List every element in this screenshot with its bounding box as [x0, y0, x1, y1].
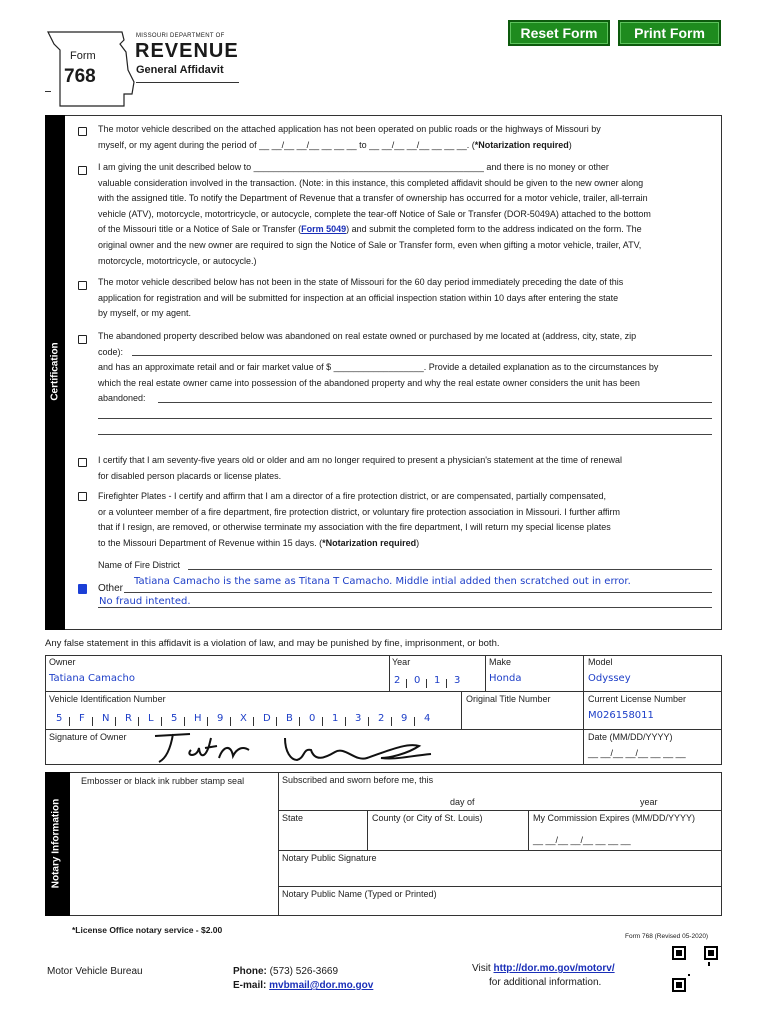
- item-line: Firefighter Plates - I certify and affirm that I am a director of a fire protection district, or are compensated, partially compensated,: [98, 491, 607, 501]
- fire-district-label: Name of Fire District: [98, 560, 181, 570]
- notary-name-label: Notary Public Name (Typed or Printed): [282, 889, 437, 899]
- owner-field[interactable]: Tatiana Camacho: [49, 673, 135, 684]
- item-line: I certify that I am seventy-five years old or older and am no longer required to present a physician's statement at the time of renewal: [98, 455, 622, 465]
- row-divider: [45, 691, 722, 692]
- title-underline: [136, 82, 239, 83]
- address-input[interactable]: [132, 355, 712, 356]
- digit-separator: [138, 717, 139, 726]
- col-divider: [461, 691, 462, 729]
- notary-fee-note: *License Office notary service - $2.00: [72, 925, 223, 935]
- item-line: for disabled person placards or license plates.: [98, 470, 282, 481]
- item-seventy-five-text: [98, 453, 713, 484]
- digit-separator: [276, 717, 277, 726]
- commission-label: My Commission Expires (MM/DD/YYYY): [533, 813, 696, 823]
- item-line: myself, or my agent during the period of __ __/__ __/__ __ __ __ to __ __/__ __/__ __ __ __. (*Notarization required): [98, 139, 572, 150]
- item-firefighter-text: [98, 489, 713, 551]
- item-line: which the real estate owner came into possession of the abandoned property and why the real estate owner considers the unit has been: [98, 377, 640, 388]
- phone-line: [233, 966, 338, 977]
- seal-label: Embosser or black ink rubber stamp seal: [81, 776, 245, 786]
- vin-char: 4: [424, 713, 431, 724]
- vin-char: 2: [378, 713, 385, 724]
- vin-field[interactable]: [49, 711, 459, 727]
- make-field[interactable]: Honda: [489, 673, 522, 684]
- visit-text: Visit: [472, 963, 491, 974]
- email-link[interactable]: mvbmail@dor.mo.gov: [269, 980, 374, 991]
- item-line: application for registration and will be submitted for inspection at an official inspection station within 10 days after entering the state: [98, 292, 619, 303]
- col-divider: [583, 655, 584, 765]
- vin-char: 5: [171, 713, 178, 724]
- form-revision: Form 768 (Revised 05-2020): [625, 933, 709, 940]
- checkbox-other[interactable]: [78, 584, 87, 594]
- item-line: to the Missouri Department of Revenue within 15 days. (*Notarization required): [98, 537, 420, 548]
- phone-label: Phone:: [233, 966, 267, 977]
- digit-separator: [253, 717, 254, 726]
- vin-char: R: [125, 713, 132, 724]
- digit-separator: [92, 717, 93, 726]
- vin-char: L: [148, 713, 154, 724]
- form-label: Form: [70, 50, 96, 62]
- form-number: 768: [64, 66, 96, 87]
- checkbox-gift-unit[interactable]: [78, 166, 87, 175]
- vin-char: 9: [217, 713, 224, 724]
- item-line: original owner and the new owner are required to sign the Notice of Sale or Transfer form, even when gifting a motor vehicle, trailer, ATV,: [98, 239, 642, 250]
- model-label: Model: [588, 657, 613, 667]
- year-digit: 3: [454, 675, 461, 686]
- item-line: I am giving the unit described below to ______________________________________________ and there is no money or other: [98, 162, 609, 172]
- other-input-line: [124, 592, 712, 593]
- abandoned-explanation-line-2[interactable]: [98, 418, 712, 419]
- item-abandoned-property-text: [98, 329, 713, 407]
- item-line: with the assigned title. To notify the Department of Revenue that a transfer of ownership has occurred for a motor vehicle, trailer, all-terrain: [98, 193, 648, 204]
- vin-label: Vehicle Identification Number: [49, 694, 166, 704]
- vin-char: 1: [332, 713, 339, 724]
- item-line: The abandoned property described below was abandoned on real estate owned or purchased by me located at (address, city, state, zip: [98, 331, 637, 341]
- vin-char: D: [263, 713, 271, 724]
- false-statement-notice: Any false statement in this affidavit is a violation of law, and may be punished by fine, imprisonment, or both.: [45, 638, 500, 649]
- info-text: for additional information.: [489, 977, 602, 988]
- digit-separator: [391, 717, 392, 726]
- other-text-input-2[interactable]: No fraud intented.: [99, 596, 191, 607]
- form-title: General Affidavit: [136, 64, 224, 76]
- year-of-label: year: [640, 797, 658, 807]
- item-line: vehicle (ATV), motorcycle, motortricycle, or autocycle, complete the tear-off Notice of Sale or Transfer (DOR-5049A) attached to the bottom: [98, 208, 651, 219]
- vin-char: 5: [56, 713, 63, 724]
- item-line: The motor vehicle described below has not been in the state of Missouri for the 60 day period immediately preceding the date of this: [98, 277, 624, 287]
- item-line: The motor vehicle described on the attached application has not been operated on public roads or the highways of Missouri by: [98, 124, 601, 134]
- qr-code-icon: [672, 946, 718, 992]
- row-divider: [278, 886, 722, 887]
- row-divider: [278, 810, 722, 811]
- year-digit: 0: [414, 675, 421, 686]
- digit-separator: [406, 679, 407, 688]
- digit-separator: [322, 717, 323, 726]
- item-line: and has an approximate retail and or fair market value of $ __________________. Provide a detailed explanation as to the circumstances by: [98, 362, 659, 373]
- website-link[interactable]: http://dor.mo.gov/motorv/: [493, 963, 615, 974]
- item-line: abandoned:: [98, 393, 146, 404]
- title-number-label: Original Title Number: [466, 694, 551, 704]
- dept-line: MISSOURI DEPARTMENT OF: [136, 33, 225, 39]
- checkbox-out-of-state[interactable]: [78, 281, 87, 290]
- other-input-line-2: [98, 607, 712, 608]
- digit-separator: [426, 679, 427, 688]
- checkbox-seventy-five[interactable]: [78, 458, 87, 467]
- revenue-logo: REVENUE: [135, 40, 239, 62]
- vin-char: H: [194, 713, 202, 724]
- checkbox-abandoned-property[interactable]: [78, 335, 87, 344]
- license-field[interactable]: M026158011: [588, 710, 654, 721]
- row-divider: [278, 850, 722, 851]
- item-line: that if I resign, are removed, or otherwise terminate my association with the fire department, I will return my special license plates: [98, 522, 611, 533]
- item-line: or a volunteer member of a fire department, fire protection district, or voluntary fire protection association in Missouri. I further affirm: [98, 506, 621, 517]
- other-label: Other: [98, 583, 124, 594]
- county-label: County (or City of St. Louis): [372, 813, 483, 823]
- owner-label: Owner: [49, 657, 76, 667]
- digit-separator: [230, 717, 231, 726]
- digit-separator: [115, 717, 116, 726]
- item-line: motorcycle, motortricycle, or autocycle.): [98, 255, 257, 266]
- vin-char: X: [240, 713, 247, 724]
- vin-char: 0: [309, 713, 316, 724]
- digit-separator: [69, 717, 70, 726]
- license-label: Current License Number: [588, 694, 687, 704]
- digit-separator: [345, 717, 346, 726]
- certification-side-label: Certification: [49, 342, 61, 401]
- vin-char: F: [79, 713, 85, 724]
- other-text-input[interactable]: Tatiana Camacho is the same as Titana T Camacho. Middle intial added then scratched out in error.: [134, 576, 631, 587]
- year-field[interactable]: [392, 673, 482, 689]
- commission-field[interactable]: __ __/__ __/__ __ __ __: [533, 835, 631, 845]
- vin-char: N: [102, 713, 110, 724]
- owner-signature[interactable]: [145, 728, 445, 768]
- bureau-name: Motor Vehicle Bureau: [47, 966, 143, 977]
- vin-char: 9: [401, 713, 408, 724]
- date-label: Date (MM/DD/YYYY): [588, 732, 673, 742]
- print-form-button[interactable]: Print Form: [618, 20, 721, 46]
- item-line: valuable consideration involved in the transaction. (Note: in this instance, this completed affidavit should be given to the new owner along: [98, 177, 644, 188]
- item-out-of-state-text: [98, 275, 713, 322]
- sworn-label: Subscribed and sworn before me, this: [282, 775, 434, 785]
- model-field[interactable]: Odyssey: [588, 673, 631, 684]
- year-label: Year: [392, 657, 411, 667]
- digit-separator: [207, 717, 208, 726]
- item-line: of the Missouri title or a Notice of Sale or Transfer (Form 5049) and submit the completed form to the address indicated on the form. The: [98, 224, 642, 235]
- item-not-operated-text: [98, 122, 713, 153]
- fire-district-input[interactable]: [188, 569, 712, 570]
- item-gift-unit-text: [98, 160, 713, 269]
- abandoned-explanation-input[interactable]: [158, 402, 712, 403]
- vin-char: B: [286, 713, 293, 724]
- col-divider: [485, 655, 486, 691]
- digit-separator: [446, 679, 447, 688]
- state-label: State: [282, 813, 304, 823]
- abandoned-explanation-line-3[interactable]: [98, 434, 712, 435]
- day-of-label: day of: [450, 797, 475, 807]
- notary-signature-label: Notary Public Signature: [282, 853, 377, 863]
- col-divider: [528, 810, 529, 850]
- col-divider: [389, 655, 390, 691]
- col-divider: [367, 810, 368, 850]
- digit-separator: [368, 717, 369, 726]
- checkbox-not-operated[interactable]: [78, 127, 87, 136]
- item-line: code):: [98, 346, 124, 357]
- visit-line: [472, 963, 615, 974]
- date-field[interactable]: __ __/__ __/__ __ __ __: [588, 748, 686, 758]
- header-tick: [45, 91, 51, 92]
- year-digit: 1: [434, 675, 441, 686]
- make-label: Make: [489, 657, 512, 667]
- checkbox-firefighter[interactable]: [78, 492, 87, 501]
- owner-signature-label: Signature of Owner: [49, 732, 127, 742]
- reset-form-button[interactable]: Reset Form: [508, 20, 610, 46]
- digit-separator: [299, 717, 300, 726]
- item-line: by myself, or my agent.: [98, 308, 192, 319]
- digit-separator: [414, 717, 415, 726]
- year-digit: 2: [394, 675, 401, 686]
- email-line: [233, 980, 373, 991]
- col-divider: [278, 772, 279, 916]
- digit-separator: [184, 717, 185, 726]
- notary-side-label: Notary Information: [50, 798, 62, 889]
- digit-separator: [161, 717, 162, 726]
- phone-number: (573) 526-3669: [269, 966, 339, 977]
- email-label: E-mail:: [233, 980, 267, 991]
- vin-char: 3: [355, 713, 362, 724]
